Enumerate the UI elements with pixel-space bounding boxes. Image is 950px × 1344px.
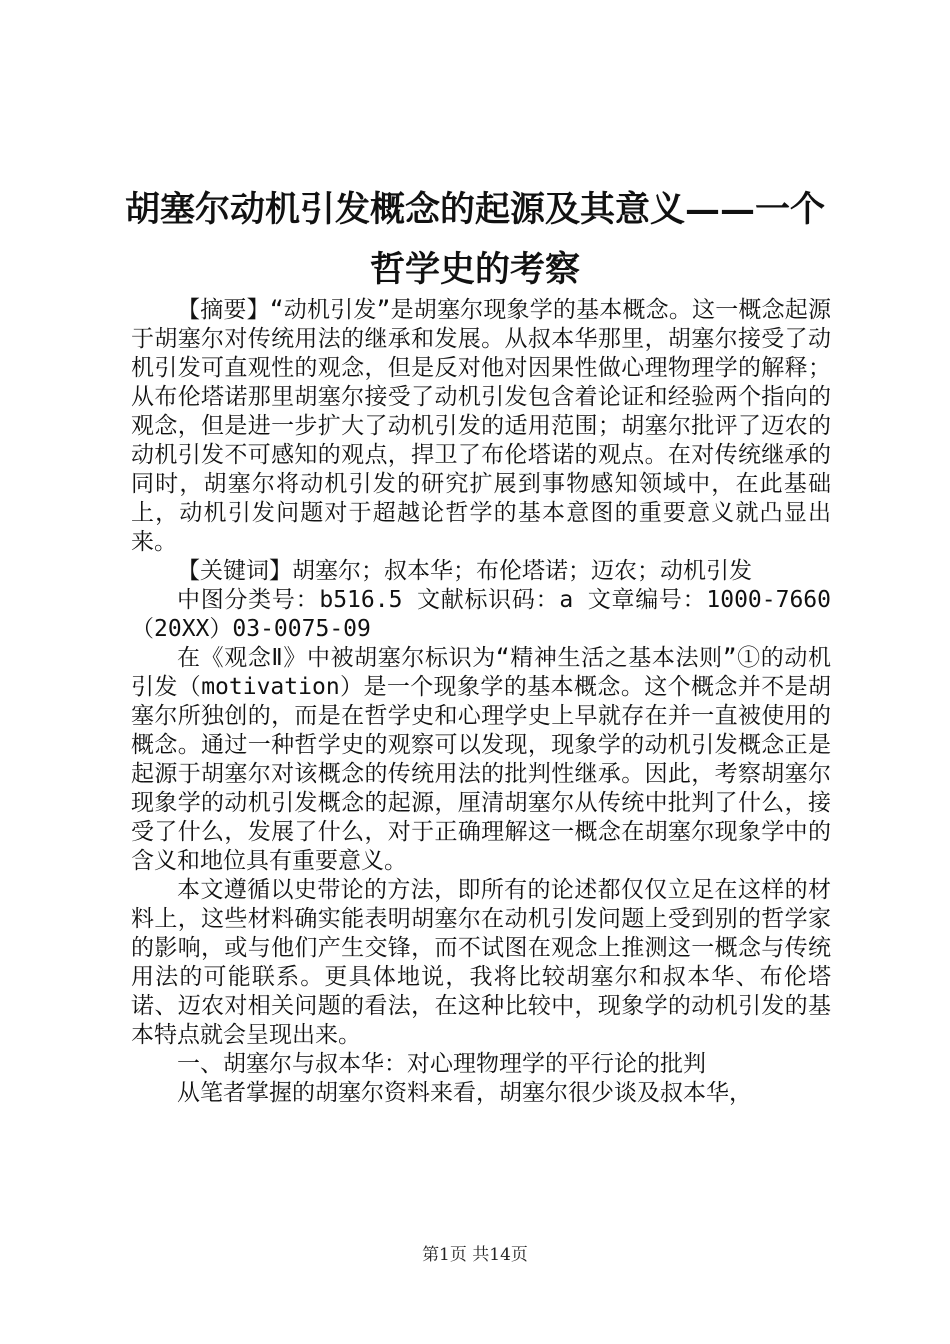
document-body — [131, 296, 831, 1108]
body-paragraph-2: 本文遵循以史带论的方法，即所有的论述都仅仅立足在这样的材料上，这些材料确实能表明胡塞尔在动机引发问题上受到别的哲学家的影响，或与他们产生交锋，而不试图在观念上推测这一概念与传统用法的可能联系。更具体地说，我将比较胡塞尔和叔本华、布伦塔诺、迈农对相关问题的看法，在这种比较中，现象学的动机引发的基本特点就会呈现出来。 — [131, 877, 831, 1048]
classification-paragraph: 中图分类号：b516.5 文献标识码：a 文章编号：1000-7660（20XX）03-0075-09 — [131, 587, 831, 642]
body-paragraph-1: 在《观念Ⅱ》中被胡塞尔标识为“精神生活之基本法则”①的动机引发（motivation）是一个现象学的基本概念。这个概念并不是胡塞尔所独创的，而是在哲学史和心理学史上早就存在并一直被使用的概念。通过一种哲学史的观察可以发现，现象学的动机引发概念正是起源于胡塞尔对该概念的传统用法的批判性继承。因此，考察胡塞尔现象学的动机引发概念的起源，厘清胡塞尔从传统中批判了什么，接受了什么，发展了什么，对于正确理解这一概念在胡塞尔现象学中的含义和地位具有重要意义。 — [131, 645, 831, 874]
title-line-1: 胡塞尔动机引发概念的起源及其意义——一个 — [124, 189, 825, 230]
body-paragraph-3: 从笔者掌握的胡塞尔资料来看，胡塞尔很少谈及叔本华， — [177, 1080, 752, 1106]
page-footer: 第1页 共14页 — [422, 1245, 528, 1265]
section-heading: 一、胡塞尔与叔本华：对心理物理学的平行论的批判 — [177, 1051, 706, 1077]
document-title — [110, 180, 840, 300]
abstract-paragraph: 【摘要】“动机引发”是胡塞尔现象学的基本概念。这一概念起源于胡塞尔对传统用法的继承和发展。从叔本华那里，胡塞尔接受了动机引发可直观性的观念，但是反对他对因果性做心理物理学的解释；从布伦塔诺那里胡塞尔接受了动机引发包含着论证和经验两个指向的观念，但是进一步扩大了动机引发的适用范围；胡塞尔批评了迈农的动机引发不可感知的观点，捍卫了布伦塔诺的观点。在对传统继承的同时，胡塞尔将动机引发的研究扩展到事物感知领域中，在此基础上，动机引发问题对于超越论哲学的基本意图的重要意义就凸显出来。 — [131, 297, 831, 555]
title-line-2: 哲学史的考察 — [369, 249, 580, 290]
keywords-paragraph: 【关键词】胡塞尔；叔本华；布伦塔诺；迈农；动机引发 — [177, 558, 752, 584]
